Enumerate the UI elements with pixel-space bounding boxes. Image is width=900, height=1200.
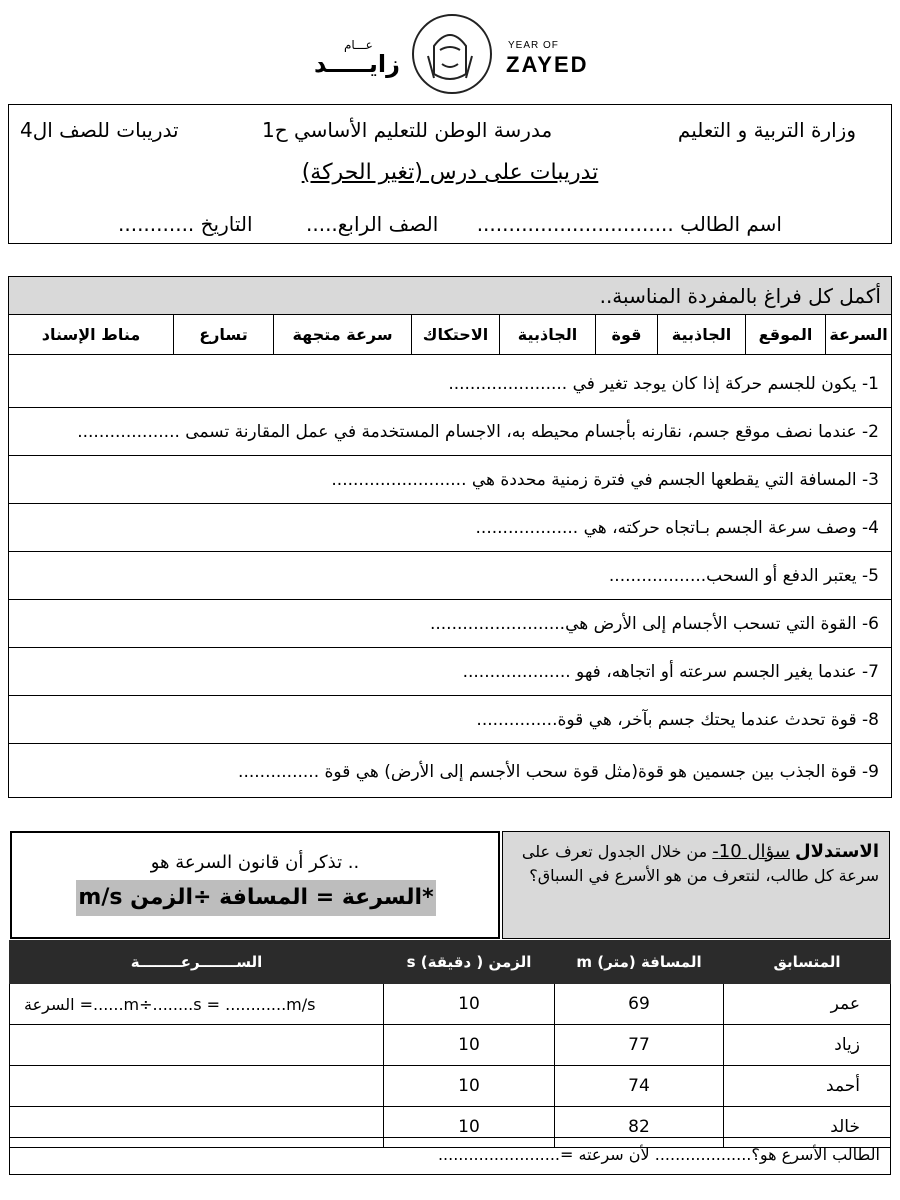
question-8: 8- قوة تحدث عندما يحتك جسم بآخر، هي قوة............... xyxy=(9,696,891,744)
zayed-logo-emblem-icon xyxy=(412,14,492,94)
speed-law-formula: *السرعة = المسافة ÷الزمن m/s xyxy=(76,880,436,916)
table-row xyxy=(10,984,891,1025)
question-1: 1- يكون للجسم حركة إذا كان يوجد تغير في ...................... xyxy=(9,360,891,408)
q10-text: من خلال الجدول تعرف على سرعة كل طالب، لنتعرف من هو الأسرع في السباق؟ xyxy=(521,842,879,885)
question-7: 7- عندما يغير الجسم سرعته أو اتجاهه، فهو .................... xyxy=(9,648,891,696)
word-bank-item: تسارع xyxy=(173,315,273,354)
question-5: 5- يعتبر الدفع أو السحب.................. xyxy=(9,552,891,600)
table-header-row xyxy=(10,941,891,984)
speed-cell[interactable] xyxy=(10,1066,384,1107)
time-cell: 10 xyxy=(384,1025,555,1066)
speed-law-reminder: تذكر أن قانون السرعة هو .. xyxy=(150,852,360,873)
column-header: المتسابق xyxy=(724,941,891,984)
time-cell: 10 xyxy=(384,984,555,1025)
date-field: التاريخ ............ xyxy=(118,212,253,236)
distance-cell: 82 xyxy=(555,1107,724,1148)
column-header: الســـــــرعــــــــة xyxy=(10,941,384,984)
column-header: الزمن ( دقيقة) s xyxy=(384,941,555,984)
word-bank-item: السرعة xyxy=(825,315,891,354)
racer-name: زياد xyxy=(724,1025,891,1066)
word-bank-item: مناط الإسناد xyxy=(41,325,141,344)
racer-name: عمر xyxy=(724,984,891,1025)
question-2: 2- عندما نصف موقع جسم، نقارنه بأجسام محيطه به، الاجسام المستخدمة في عمل المقارنة تسمى ................... xyxy=(9,408,891,456)
word-bank xyxy=(9,315,891,355)
distance-cell: 69 xyxy=(555,984,724,1025)
distance-cell: 74 xyxy=(555,1066,724,1107)
distance-cell: 77 xyxy=(555,1025,724,1066)
word-bank-item: الجاذبية xyxy=(499,315,595,354)
drills-grade: تدريبات للصف ال4 xyxy=(20,118,179,142)
question-9: 9- قوة الجذب بين جسمين هو قوة(مثل قوة سحب الأجسم إلى الأرض) هي قوة ............... xyxy=(238,762,879,782)
speed-cell[interactable] xyxy=(10,1025,384,1066)
table-row xyxy=(10,1066,891,1107)
question-10 xyxy=(502,831,890,939)
time-cell: 10 xyxy=(384,1066,555,1107)
question-4: 4- وصف سرعة الجسم بـاتجاه حركته، هي ................... xyxy=(9,504,891,552)
logo-year-of: YEAR OF xyxy=(508,40,559,51)
column-header: المسافة (متر) m xyxy=(555,941,724,984)
q10-label: الاستدلال xyxy=(794,841,879,862)
table-row xyxy=(10,1025,891,1066)
word-bank-item: الاحتكاك xyxy=(411,315,499,354)
grade-field: الصف الرابع..... xyxy=(306,212,439,236)
word-bank-item: الجاذبية xyxy=(657,315,745,354)
fill-instruction: أكمل كل فراغ بالمفردة المناسبة.. xyxy=(9,277,891,315)
student-name-field: اسم الطالب ............................... xyxy=(476,212,782,236)
q10-number: سؤال 10- xyxy=(712,841,790,862)
racer-name: أحمد xyxy=(724,1066,891,1107)
ministry-name: وزارة التربية و التعليم xyxy=(677,118,856,142)
question-6: 6- القوة التي تسحب الأجسام إلى الأرض هي......................... xyxy=(9,600,891,648)
page-title: تدريبات على درس (تغير الحركة) xyxy=(301,160,599,185)
word-bank-item: قوة xyxy=(595,315,657,354)
logo-zayed: ZAYED xyxy=(506,52,589,77)
fastest-student-question: الطالب الأسرع هو؟................... لأن سرعته =........................ xyxy=(9,1137,891,1175)
school-name: مدرسة الوطن للتعليم الأساسي ح1 xyxy=(262,118,553,142)
speed-cell[interactable]: السرعة =......m÷........s = ............m/s xyxy=(10,984,384,1025)
logo-arabic-year: عـــام xyxy=(344,38,373,52)
racer-name: خالد xyxy=(724,1107,891,1148)
time-cell: 10 xyxy=(384,1107,555,1148)
word-bank-item: الموقع xyxy=(745,315,825,354)
logo-arabic-zayed: زايـــــد xyxy=(314,50,400,78)
speed-table xyxy=(9,940,891,1148)
question-3: 3- المسافة التي يقطعها الجسم في فترة زمنية محددة هي ......................... xyxy=(9,456,891,504)
word-bank-item: سرعة متجهة xyxy=(273,315,411,354)
